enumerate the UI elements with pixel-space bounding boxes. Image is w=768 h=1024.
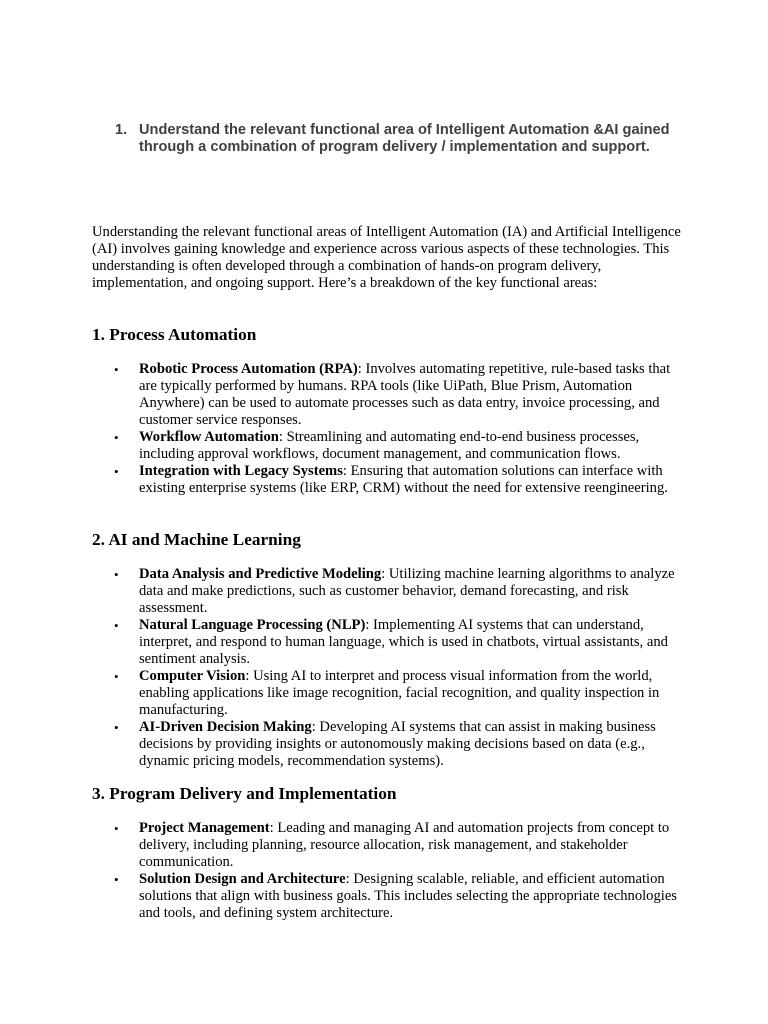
question-heading (115, 122, 685, 156)
bullet-icon: • (114, 821, 119, 836)
intro-paragraph: Understanding the relevant functional areas of Intelligent Automation (IA) and Artificial Intelligence (AI) involves gaining knowledge and experience across various aspects of these technologies. This understanding is often developed through a combination of hands-on program delivery, implementation, and ongoing support. Here’s a breakdown of the key functional areas: (92, 224, 681, 291)
question-text: Understand the relevant functional area of Intelligent Automation &AI gained through a combination of program delivery / implementation and support. (139, 122, 670, 155)
list-item (92, 463, 682, 497)
item-description: : Developing AI systems that can assist in making business decisions by providing insights or autonomously making decisions based on data (e.g., dynamic pricing models, recommendation systems). (139, 719, 656, 769)
list-item (92, 820, 682, 871)
question-number: 1. (115, 122, 128, 138)
item-description: : Ensuring that automation solutions can interface with existing enterprise systems (like ERP, CRM) without the need for extensive reengineering. (139, 463, 668, 496)
section-title-process-automation: 1. Process Automation (92, 325, 257, 344)
section-list-program-delivery (92, 820, 682, 922)
list-item (92, 429, 682, 463)
item-description: : Designing scalable, reliable, and efficient automation solutions that align with business goals. This includes selecting the appropriate technologies and tools, and defining system architecture. (139, 871, 677, 921)
section-title-program-delivery: 3. Program Delivery and Implementation (92, 784, 397, 803)
bullet-icon: • (114, 567, 119, 582)
item-term: Computer Vision (139, 668, 246, 684)
bullet-icon: • (114, 872, 119, 887)
list-item (92, 668, 682, 719)
item-term: Project Management (139, 820, 270, 836)
item-description: : Implementing AI systems that can understand, interpret, and respond to human language, which is used in chatbots, virtual assistants, and sentiment analysis. (139, 617, 668, 667)
item-term: Solution Design and Architecture (139, 871, 346, 887)
item-term: Robotic Process Automation (RPA) (139, 361, 358, 377)
item-term: Data Analysis and Predictive Modeling (139, 566, 382, 582)
section-list-ai-machine-learning (92, 566, 682, 770)
list-item (92, 361, 682, 429)
item-term: Integration with Legacy Systems (139, 463, 343, 479)
bullet-icon: • (114, 669, 119, 684)
bullet-icon: • (114, 720, 119, 735)
bullet-icon: • (114, 362, 119, 377)
bullet-icon: • (114, 430, 119, 445)
list-item (92, 617, 682, 668)
item-description: : Involves automating repetitive, rule-based tasks that are typically performed by humans. RPA tools (like UiPath, Blue Prism, Automation Anywhere) can be used to automate processes such as data entry, invoice processing, and customer service responses. (139, 361, 671, 428)
bullet-icon: • (114, 618, 119, 633)
item-term: Workflow Automation (139, 429, 279, 445)
item-term: Natural Language Processing (NLP) (139, 617, 366, 633)
bullet-icon: • (114, 464, 119, 479)
list-item (92, 719, 682, 770)
list-item (92, 566, 682, 617)
item-description: : Streamlining and automating end-to-end business processes, including approval workflows, document management, and communication flows. (139, 429, 640, 462)
section-title-ai-machine-learning: 2. AI and Machine Learning (92, 530, 301, 549)
item-description: : Utilizing machine learning algorithms to analyze data and make predictions, such as customer behavior, demand forecasting, and risk assessment. (139, 566, 675, 616)
item-description: : Leading and managing AI and automation projects from concept to delivery, including planning, resource allocation, risk management, and stakeholder communication. (139, 820, 670, 870)
list-item (92, 871, 682, 922)
item-description: : Using AI to interpret and process visual information from the world, enabling applications like image recognition, facial recognition, and quality inspection in manufacturing. (139, 668, 660, 718)
item-term: AI-Driven Decision Making (139, 719, 312, 735)
section-list-process-automation (92, 361, 682, 497)
